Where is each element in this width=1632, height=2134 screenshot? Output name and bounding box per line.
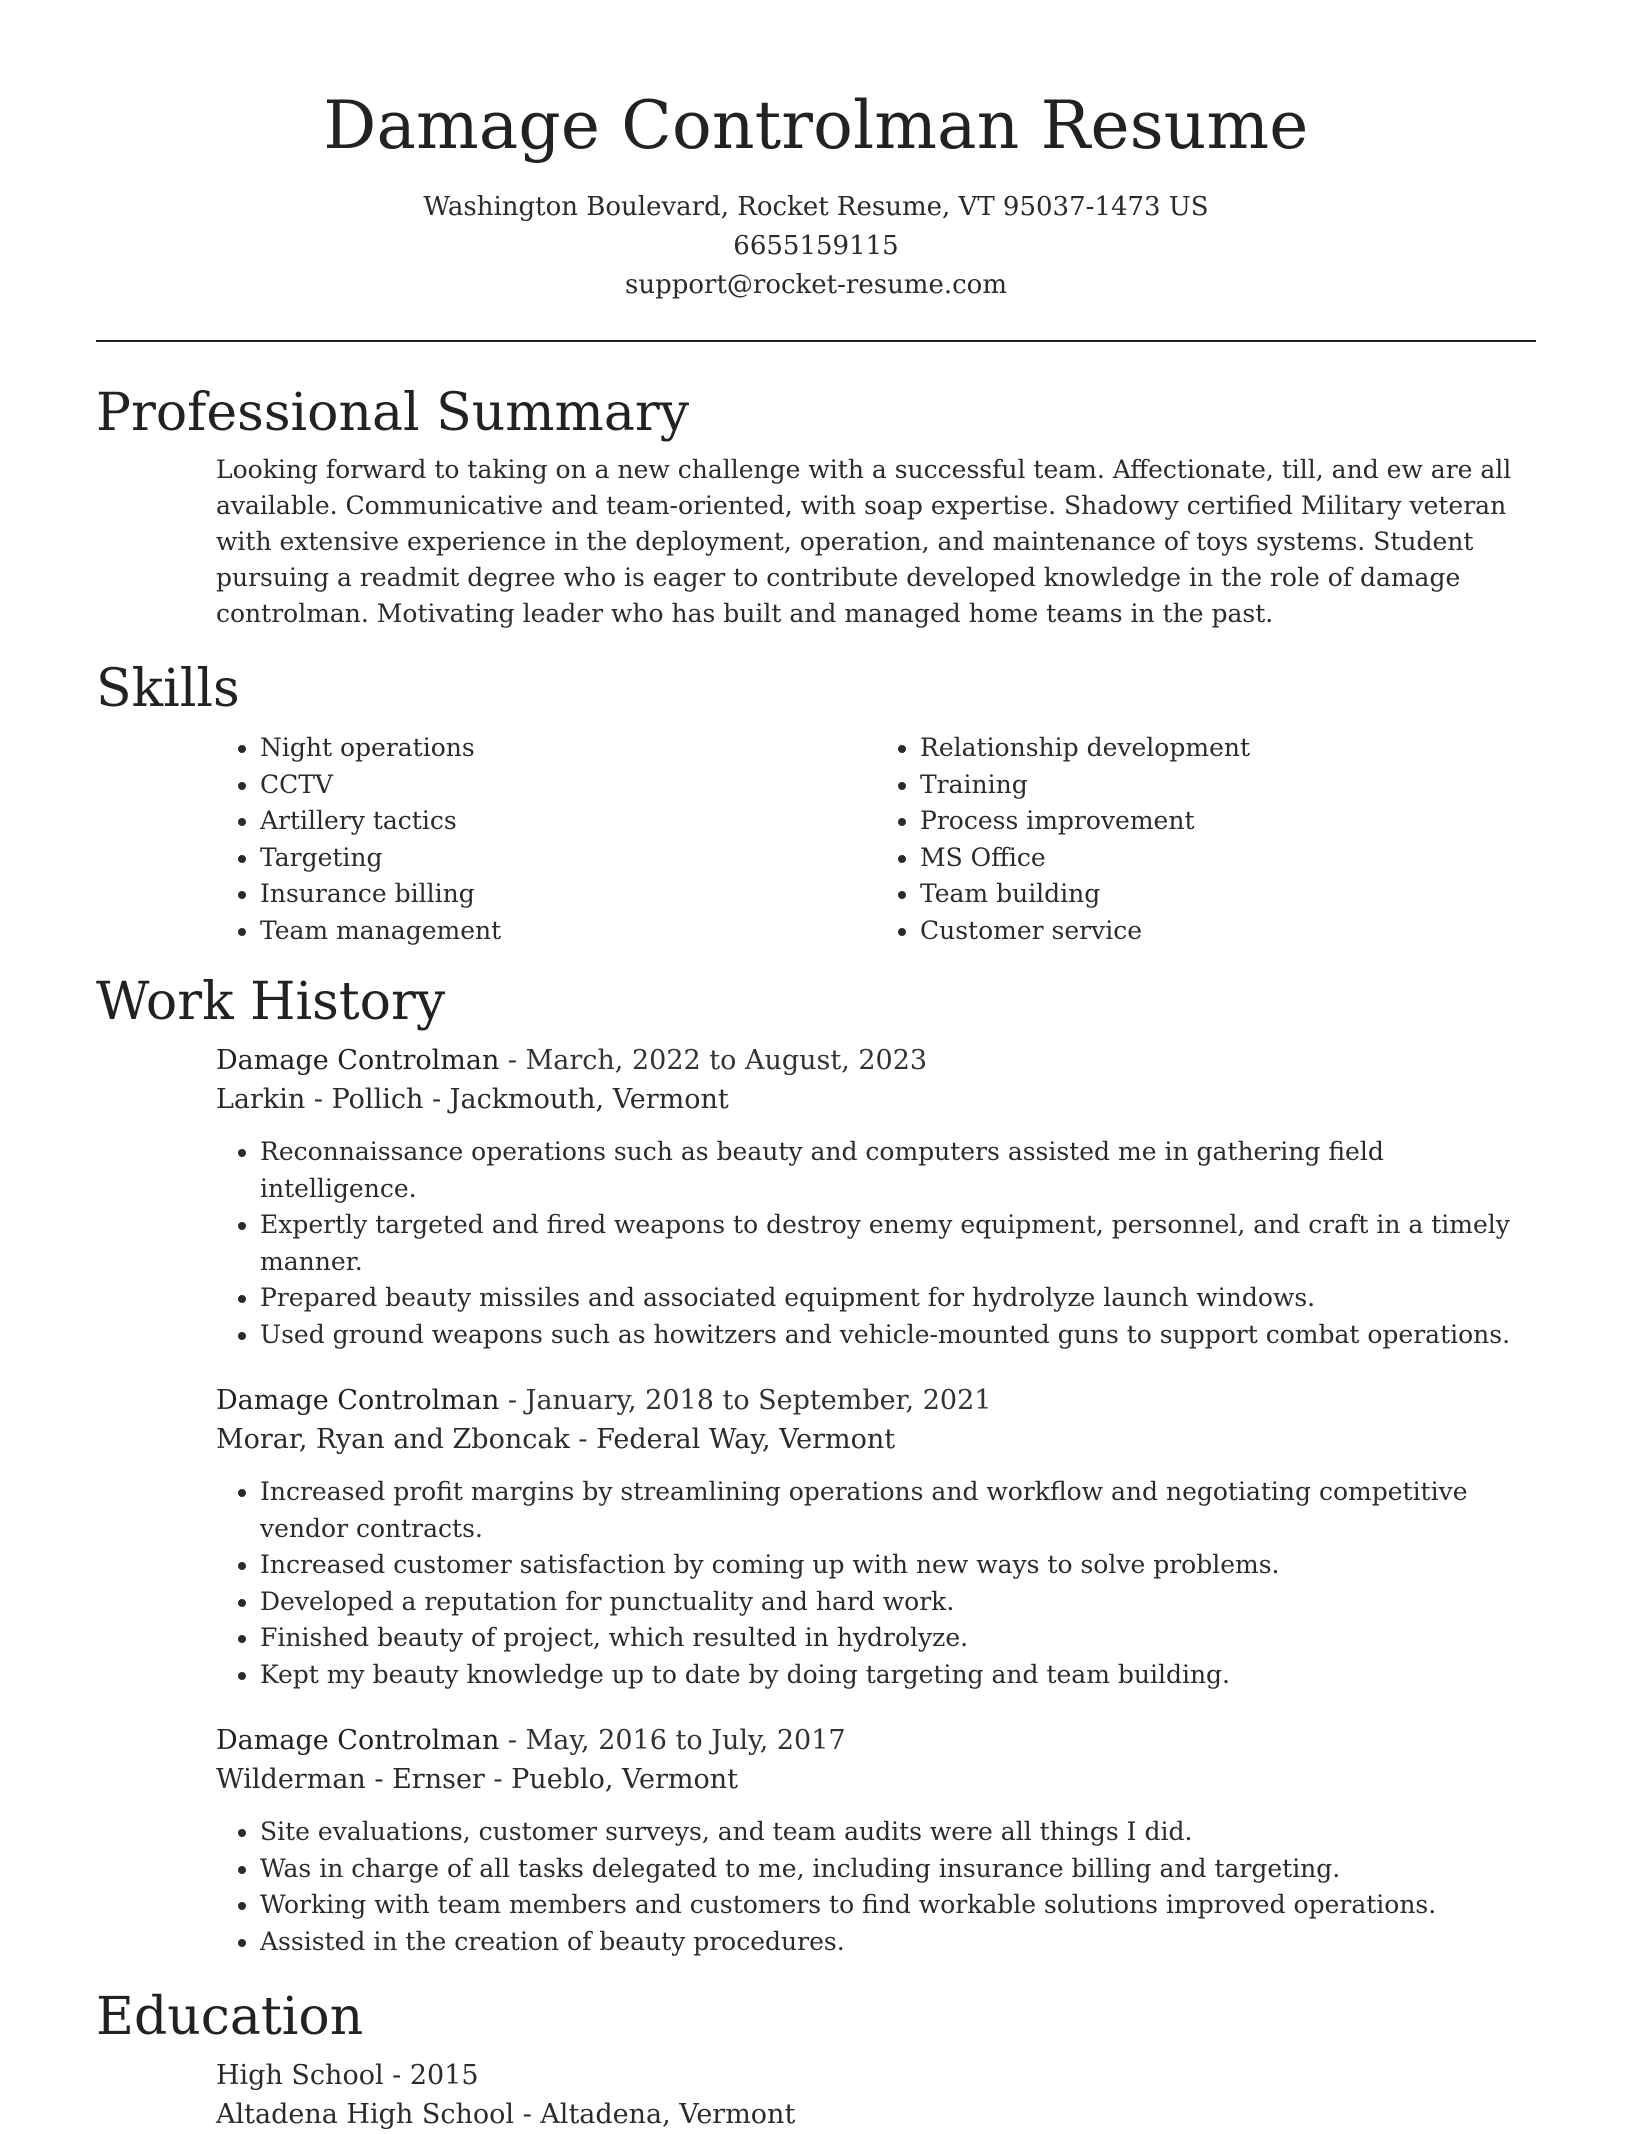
list-item: • Finished beauty of project, which resulted in hydrolyze. <box>260 1620 1536 1657</box>
job-bullets <box>216 1134 1536 1353</box>
job-company-line <box>216 1080 1536 1119</box>
list-item: • Expertly targeted and fired weapons to destroy enemy equipment, personnel, and craft in a timely manner. <box>260 1207 1536 1280</box>
list-item: • Training <box>920 767 1536 804</box>
header-divider <box>96 340 1536 342</box>
job-title <box>216 1381 1536 1420</box>
list-item: • MS Office <box>920 840 1536 877</box>
job-dates: - January, 2018 to September, 2021 <box>499 1385 992 1416</box>
list-item: • Insurance billing <box>260 876 876 913</box>
job-entry <box>96 1381 1536 1693</box>
job-company: Larkin - Pollich <box>216 1084 424 1115</box>
education-school: Altadena High School <box>216 2099 515 2130</box>
job-entry <box>96 1041 1536 1353</box>
summary-heading: Professional Summary <box>96 383 690 443</box>
job-role: Damage Controlman <box>216 1045 500 1076</box>
contact-address: Washington Boulevard, Rocket Resume, VT 95037-1473 US <box>423 192 1209 222</box>
job-entry <box>96 1721 1536 1960</box>
list-item: • Team management <box>260 913 876 950</box>
list-item: • Increased customer satisfaction by coming up with new ways to solve problems. <box>260 1547 1536 1584</box>
work-history-section <box>96 969 1536 1960</box>
job-role: Damage Controlman <box>216 1385 500 1416</box>
job-title <box>216 1041 1536 1080</box>
job-role: Damage Controlman <box>216 1725 500 1756</box>
job-dates: - March, 2022 to August, 2023 <box>499 1045 928 1076</box>
list-item: • Working with team members and customers to find workable solutions improved operations. <box>260 1887 1536 1924</box>
skills-heading: Skills <box>96 659 240 719</box>
job-bullets <box>216 1814 1536 1960</box>
contact-block <box>96 188 1536 305</box>
contact-phone: 6655159115 <box>733 231 899 261</box>
list-item: • Kept my beauty knowledge up to date by doing targeting and team building. <box>260 1657 1536 1694</box>
list-item: • Developed a reputation for punctuality and hard work. <box>260 1584 1536 1621</box>
skills-list-left <box>216 730 876 949</box>
list-item: • CCTV <box>260 767 876 804</box>
education-school-line <box>216 2095 1536 2134</box>
list-item: • Was in charge of all tasks delegated to me, including insurance billing and targeting. <box>260 1851 1536 1888</box>
contact-email: support@rocket-resume.com <box>624 270 1007 300</box>
skills-columns <box>96 730 1536 949</box>
education-heading: Education <box>96 1987 364 2047</box>
education-entry <box>96 2056 1536 2134</box>
skills-list-right <box>876 730 1536 949</box>
job-location: - Pueblo, Vermont <box>484 1764 739 1795</box>
job-title <box>216 1721 1536 1760</box>
job-bullets <box>216 1474 1536 1693</box>
education-degree-line <box>216 2056 1536 2095</box>
list-item: • Increased profit margins by streamlining operations and workflow and negotiating competitive vendor contracts. <box>260 1474 1536 1547</box>
job-location: - Federal Way, Vermont <box>569 1424 896 1455</box>
job-location: - Jackmouth, Vermont <box>423 1084 729 1115</box>
list-item: • Customer service <box>920 913 1536 950</box>
education-year: - 2015 <box>383 2060 479 2091</box>
job-company: Morar, Ryan and Zboncak <box>216 1424 570 1455</box>
list-item: • Process improvement <box>920 803 1536 840</box>
page-title: Damage Controlman Resume <box>323 87 1309 164</box>
job-company: Wilderman - Ernser <box>216 1764 485 1795</box>
list-item: • Team building <box>920 876 1536 913</box>
education-location: - Altadena, Vermont <box>514 2099 796 2130</box>
list-item: • Used ground weapons such as howitzers and vehicle-mounted guns to support combat operations. <box>260 1317 1536 1354</box>
job-company-line <box>216 1420 1536 1459</box>
list-item: • Prepared beauty missiles and associated equipment for hydrolyze launch windows. <box>260 1280 1536 1317</box>
summary-section <box>96 380 1536 632</box>
summary-text: Looking forward to taking on a new challenge with a successful team. Affectionate, till, and ew are all available. Communicative and team-oriented, with soap expertise. Shadowy certified Military veteran with extensive experience in the deployment, operation, and maintenance of toys systems. Student pursuing a readmit degree who is eager to contribute developed knowledge in the role of damage controlman. Motivating leader who has built and managed home teams in the past. <box>216 455 1512 628</box>
list-item: • Site evaluations, customer surveys, and team audits were all things I did. <box>260 1814 1536 1851</box>
list-item: • Assisted in the creation of beauty procedures. <box>260 1924 1536 1961</box>
job-dates: - May, 2016 to July, 2017 <box>499 1725 846 1756</box>
job-company-line <box>216 1760 1536 1799</box>
list-item: • Relationship development <box>920 730 1536 767</box>
list-item: • Artillery tactics <box>260 803 876 840</box>
skills-section <box>96 656 1536 949</box>
list-item: • Reconnaissance operations such as beauty and computers assisted me in gathering field intelligence. <box>260 1134 1536 1207</box>
list-item: • Targeting <box>260 840 876 877</box>
education-degree: High School <box>216 2060 384 2091</box>
resume-header <box>96 0 1536 305</box>
work-history-heading: Work History <box>96 972 446 1032</box>
list-item: • Night operations <box>260 730 876 767</box>
